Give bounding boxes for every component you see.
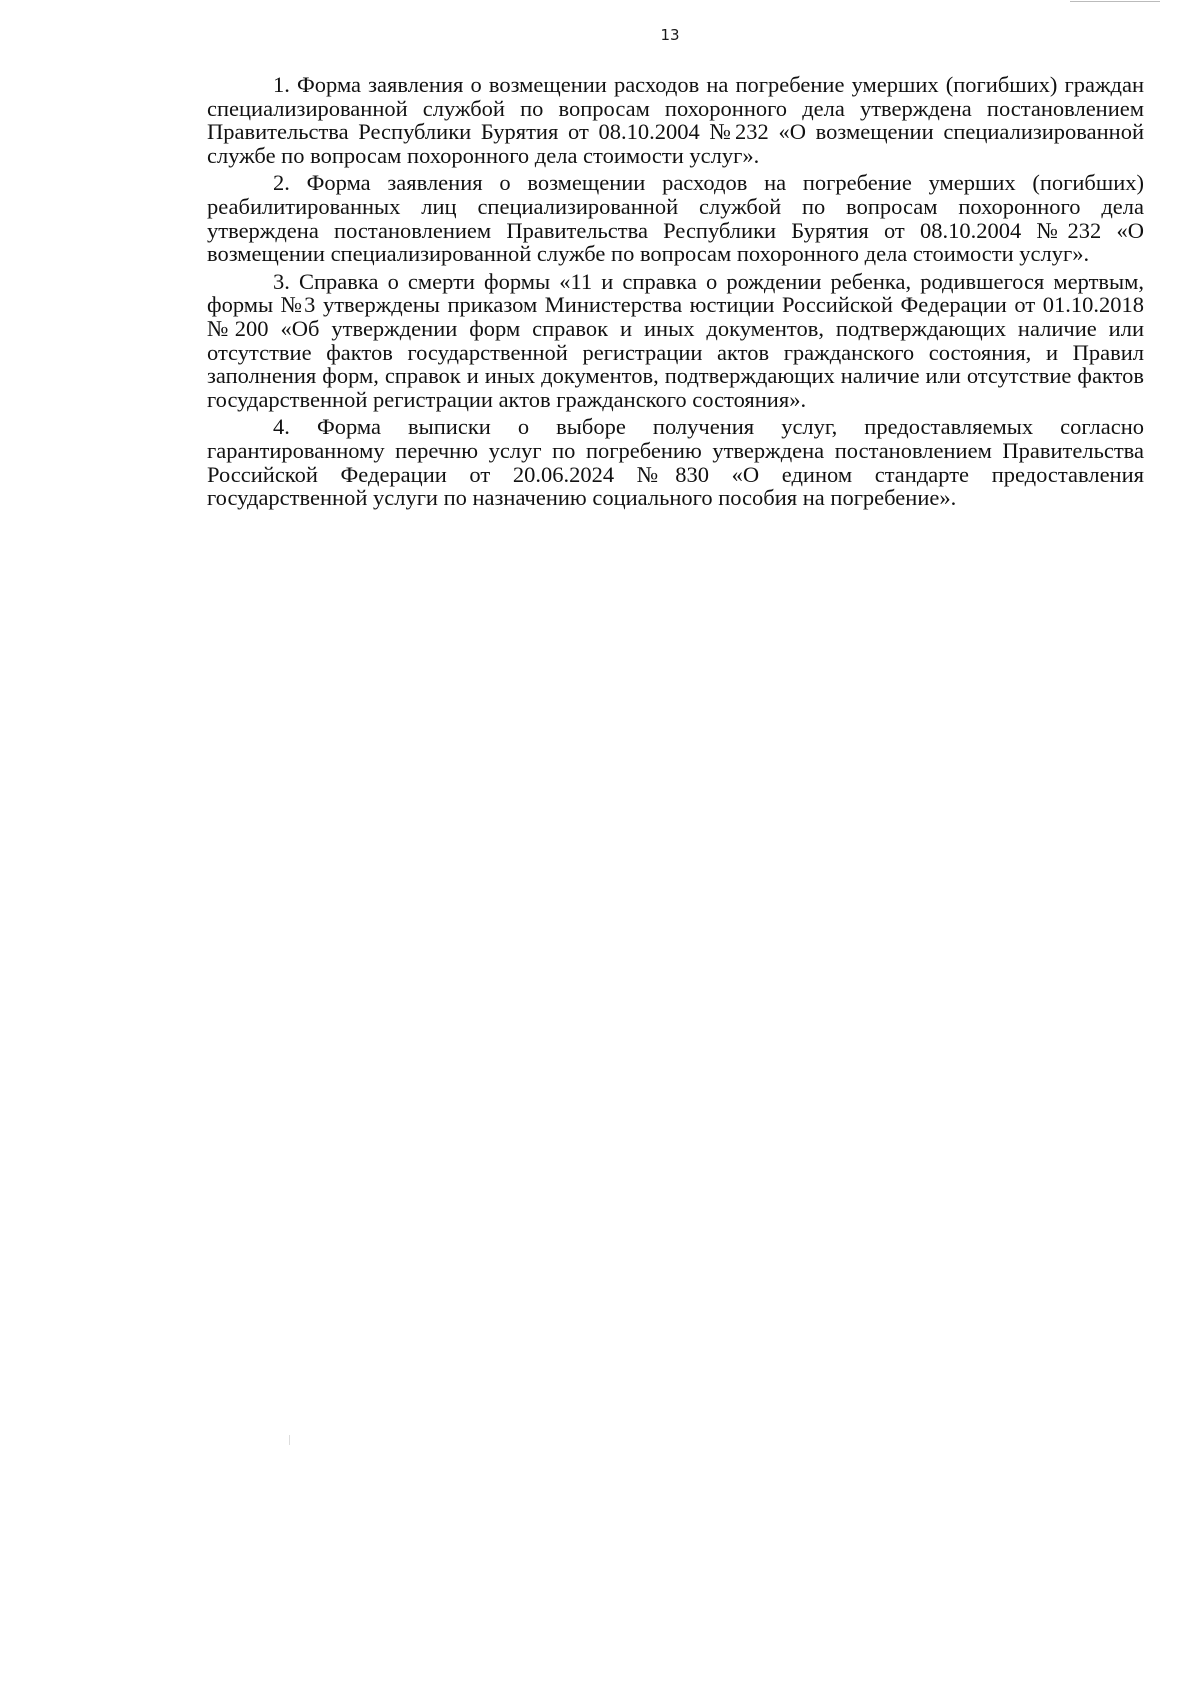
paragraph-3: 3. Справка о смерти формы «11 и справка о рождении ребенка, родившегося мертвым, формы №3 утверждены приказом Министерства юстиции Российской Федерации от 01.10.2018 №200 «Об утверждении форм справок и иных документов, подтверждающих наличие или отсутствие фактов государственной регистрации актов гражданского состояния, и Правил заполнения форм, справок и иных документов, подтверждающих наличие или отсутствие фактов государственной регистрации актов гражданского состояния». — [207, 268, 1144, 412]
page-number: 13 — [660, 26, 680, 44]
scan-edge-mark — [1070, 1, 1160, 2]
paragraph-1: 1. Форма заявления о возмещении расходов на погребение умерших (погибших) граждан специализированной службой по вопросам похоронного дела утверждена постановлением Правительства Республики Бурятия от 08.10.2004 №232 «О возмещении специализированной службе по вопросам похоронного дела стоимости услуг». — [207, 72, 1144, 168]
document-body — [207, 73, 1144, 514]
paragraph-2: 2. Форма заявления о возмещении расходов на погребение умерших (погибших) реабилитированных лиц специализированной службой по вопросам похоронного дела утверждена постановлением Правительства Республики Бурятия от 08.10.2004 №232 «О возмещении специализированной службе по вопросам похоронного дела стоимости услуг». — [207, 170, 1144, 267]
scan-speck — [289, 1435, 290, 1445]
paragraph-4: 4. Форма выписки о выборе получения услуг, предоставляемых согласно гарантированному перечню услуг по погребению утверждена постановлением Правительства Российской Федерации от 20.06.2024 №830 «О едином стандарте предоставления государственной услуги по назначению социального пособия на погребение». — [207, 414, 1144, 511]
